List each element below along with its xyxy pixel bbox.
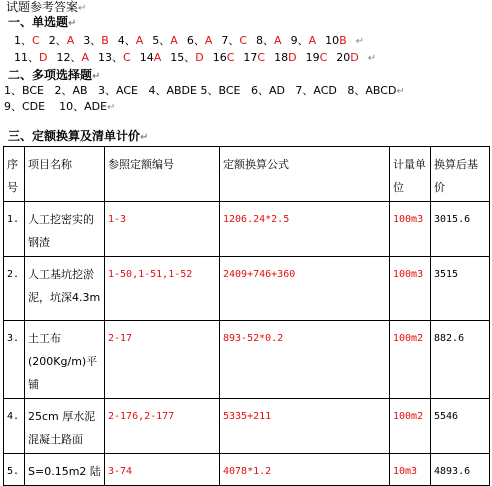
question-number: 18 xyxy=(274,51,289,64)
cell-formula: 1206.24*2.5 xyxy=(220,202,390,257)
question-number: 14 xyxy=(139,51,154,64)
cell-formula: 4078*1.2 xyxy=(220,454,390,486)
col-header-price: 换算后基价 xyxy=(431,147,490,202)
cell-quota: 1-3 xyxy=(105,202,220,257)
table-row xyxy=(4,321,490,399)
single-choice-item xyxy=(256,34,282,47)
cell-price: 882.6 xyxy=(431,321,490,399)
single-choice-row-1: 1、C 2、A 3、B 4、A 5、A 6、A 7、C 8、A 9、A 10B ↵ xyxy=(14,34,365,47)
document-title: 试题参考答案↵ xyxy=(6,0,87,14)
single-choice-item xyxy=(170,51,203,64)
question-number: 19 xyxy=(305,51,320,64)
question-number: 7、 xyxy=(221,34,240,47)
single-choice-row-2: 11、D 12、A 13、C 14A 15、D 16C 17C 18D 19C 20D ↵ xyxy=(14,51,377,64)
section2-heading: 二、多项选择题↵ xyxy=(8,68,101,82)
single-choice-item xyxy=(306,51,328,64)
cell-no: 4. xyxy=(4,399,25,454)
single-choice-item xyxy=(325,34,347,47)
multiple-choice-line-1: 1、BCE 2、AB 3、ACE 4、ABDE 5、BCE 6、AD 7、ACD 8、ABCD↵ xyxy=(4,84,405,97)
answer-letter: A xyxy=(204,34,213,47)
cell-unit: 100m2 xyxy=(390,321,431,399)
cell-no: 5. xyxy=(4,454,25,486)
cell-quota: 3-74 xyxy=(105,454,220,486)
single-choice-item xyxy=(221,34,247,47)
table-row xyxy=(4,399,490,454)
cell-price: 3515 xyxy=(431,257,490,321)
single-choice-item xyxy=(274,51,296,64)
single-choice-item xyxy=(152,34,178,47)
answer-letter: B xyxy=(101,34,109,47)
cell-price: 3015.6 xyxy=(431,202,490,257)
question-number: 9、 xyxy=(290,34,309,47)
col-header-formula: 定额换算公式 xyxy=(220,147,390,202)
cell-name: 人工基坑挖淤泥，坑深4.3m xyxy=(25,257,105,321)
cell-unit: 10m3 xyxy=(390,454,431,486)
question-number: 16 xyxy=(212,51,227,64)
single-choice-item xyxy=(291,34,317,47)
table-row xyxy=(4,202,490,257)
answer-letter: D xyxy=(288,51,297,64)
cell-name: S=0.15m2 陆 xyxy=(25,454,105,486)
cell-price: 4893.6 xyxy=(431,454,490,486)
question-number: 20 xyxy=(336,51,351,64)
single-choice-item xyxy=(49,34,75,47)
single-choice-item xyxy=(56,51,89,64)
cell-name: 25cm 厚水泥混凝土路面 xyxy=(25,399,105,454)
question-number: 4、 xyxy=(117,34,136,47)
question-number: 12、 xyxy=(56,51,82,64)
quota-conversion-table xyxy=(3,146,490,486)
question-number: 17 xyxy=(243,51,258,64)
answer-letter: C xyxy=(257,51,266,64)
single-choice-item xyxy=(336,51,358,64)
cell-formula: 893-52*0.2 xyxy=(220,321,390,399)
cell-quota: 2-176,2-177 xyxy=(105,399,220,454)
single-choice-item xyxy=(140,51,162,64)
answer-letter: A xyxy=(170,34,178,47)
question-number: 1、 xyxy=(14,34,32,47)
single-choice-item xyxy=(14,34,40,47)
question-number: 10 xyxy=(325,34,340,47)
cell-unit: 100m3 xyxy=(390,202,431,257)
cell-unit: 100m2 xyxy=(390,399,431,454)
single-choice-item xyxy=(243,51,265,64)
table-row xyxy=(4,257,490,321)
answer-letter: D xyxy=(350,51,359,64)
answer-letter: C xyxy=(226,51,235,64)
answer-letter: D xyxy=(195,51,204,64)
answer-letter: C xyxy=(239,34,248,47)
col-header-unit: 计量单位 xyxy=(390,147,431,202)
cell-quota: 2-17 xyxy=(105,321,220,399)
section3-heading: 三、定额换算及清单计价↵ xyxy=(8,129,149,143)
answer-letter: A xyxy=(153,51,162,64)
cell-unit: 100m3 xyxy=(390,257,431,321)
col-header-no: 序号 xyxy=(4,147,25,202)
cell-name: 土工布(200Kg/m)平铺 xyxy=(25,321,105,399)
question-number: 2、 xyxy=(48,34,67,47)
single-choice-item xyxy=(118,34,144,47)
single-choice-item xyxy=(213,51,235,64)
answer-letter: A xyxy=(308,34,317,47)
question-number: 15、 xyxy=(170,51,196,64)
question-number: 6、 xyxy=(186,34,205,47)
answer-letter: D xyxy=(39,51,48,64)
question-number: 8、 xyxy=(256,34,275,47)
cell-no: 2. xyxy=(4,257,25,321)
answer-letter: C xyxy=(32,34,40,47)
cell-name: 人工挖密实的钢渣 xyxy=(25,202,105,257)
answer-letter: A xyxy=(274,34,282,47)
answer-letter: A xyxy=(135,34,144,47)
cell-no: 3. xyxy=(4,321,25,399)
cell-price: 5546 xyxy=(431,399,490,454)
section1-heading: 一、单选题↵ xyxy=(8,15,77,29)
single-choice-item xyxy=(14,51,47,64)
answer-letter: A xyxy=(66,34,75,47)
question-number: 3、 xyxy=(83,34,102,47)
cell-no: 1. xyxy=(4,202,25,257)
answer-letter: A xyxy=(81,51,90,64)
question-number: 11、 xyxy=(14,51,39,64)
single-choice-item xyxy=(187,34,213,47)
answer-letter: C xyxy=(123,51,131,64)
table-header-row xyxy=(4,147,490,202)
single-choice-item xyxy=(83,34,109,47)
answer-letter: B xyxy=(339,34,347,47)
cell-quota: 1-50,1-51,1-52 xyxy=(105,257,220,321)
question-number: 5、 xyxy=(152,34,171,47)
col-header-quota: 参照定额编号 xyxy=(105,147,220,202)
multiple-choice-line-2: 9、CDE 10、ADE↵ xyxy=(4,100,116,113)
col-header-name: 项目名称 xyxy=(25,147,105,202)
table-row xyxy=(4,454,490,486)
question-number: 13、 xyxy=(98,51,124,64)
single-choice-item xyxy=(98,51,131,64)
cell-formula: 2409+746+360 xyxy=(220,257,390,321)
answer-letter: C xyxy=(319,51,328,64)
cell-formula: 5335+211 xyxy=(220,399,390,454)
